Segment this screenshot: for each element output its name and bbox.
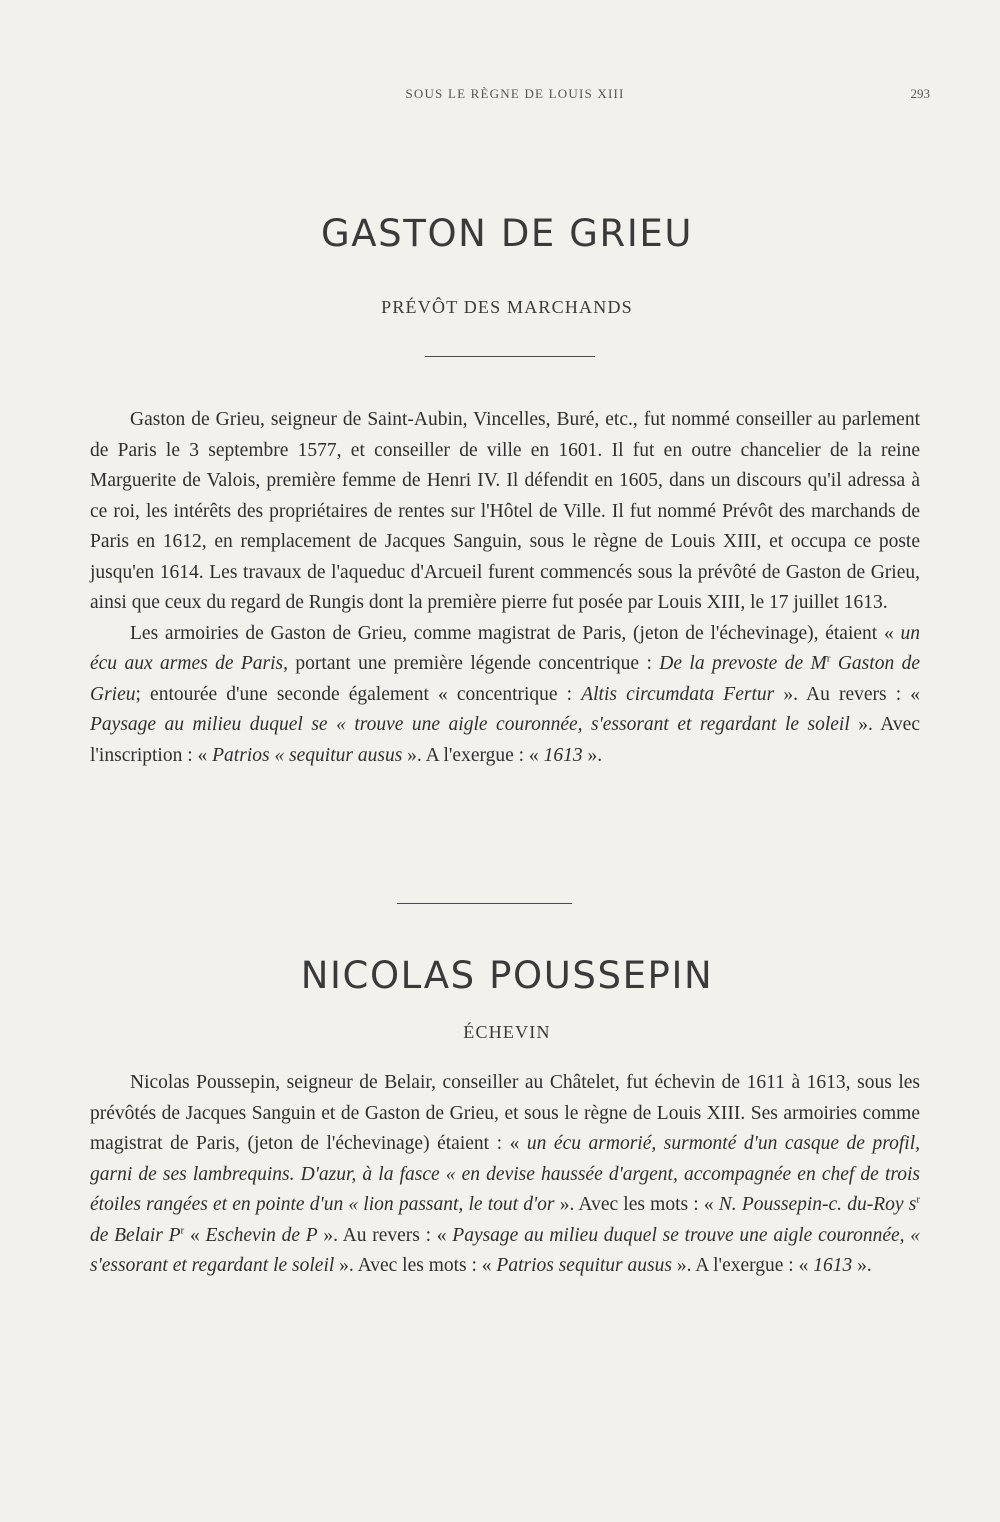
section-body-nicolas-poussepin xyxy=(90,1068,920,1282)
section-subtitle-echevin: ÉCHEVIN xyxy=(463,1022,551,1042)
italic-text: 1613 xyxy=(813,1255,853,1276)
section-separator xyxy=(397,903,572,904)
italic-text: Patrios « sequitur ausus xyxy=(212,744,403,766)
text-run: ». xyxy=(582,744,603,766)
text-run: Nicolas Poussepin, seigneur de Belair, conseiller au Châtelet, fut échevin de 1611 à 1613, sous les prévôtés de Jacques Sanguin et de Gaston de Grieu, et sous le règne de Louis XIII. Ses armoiries comme magistrat de Paris, (jeton de l'échevinage) étaient : « xyxy=(90,1072,920,1154)
text-run: Les armoiries de Gaston de Grieu, comme magistrat de Paris, (jeton de l'échevinage), étaient « xyxy=(130,622,901,644)
text-run: « xyxy=(184,1224,206,1246)
section-title-nicolas-poussepin: NICOLAS POUSSEPIN xyxy=(300,954,714,997)
text-run: ». Avec les mots : « xyxy=(334,1255,497,1276)
text-run: ». Avec les mots : « xyxy=(554,1194,719,1215)
text-run: ». A l'exergue : « xyxy=(671,1255,814,1276)
superscript: r xyxy=(916,1193,920,1206)
superscript: r xyxy=(826,652,831,665)
text-run: ». Au revers : « xyxy=(774,683,920,705)
text-run: , portant une première légende concentrique : xyxy=(283,653,660,674)
text-run: Gaston de Grieu, seigneur de Saint-Aubin, Vincelles, Buré, etc., fut nommé conseiller au parlement de Paris le 3 septembre 1577, et conseiller de ville en 1601. Il fut en outre chancelier de la reine Marguerite de Valois, première femme de Henri IV. Il défendit en 1605, dans un discours qu'il adressa à ce roi, les intérêts des propriétaires de rentes sur l'Hôtel de Ville. Il fut nommé Prévôt des marchands de Paris en 1612, en remplacement de Jacques Sanguin, sous le règne de Louis XIII, et occupa ce poste jusqu'en 1614. Les travaux de l'aqueduc d'Arcueil furent commencés sous la prévôté de Gaston de Grieu, ainsi que ceux du regard de Rungis dont la première pierre fut posée par Louis XIII, le 17 juillet 1613. xyxy=(90,409,920,613)
italic-text: Patrios sequitur ausus xyxy=(496,1255,672,1276)
italic-text: un écu armorié, surmonté d'un casque de profil, garni de ses lambrequins. D'azur, à la fasce « en devise haussée d'argent, accompagnée en chef de trois étoiles rangées et en pointe d'un « lion passant, le tout d'or xyxy=(90,1133,920,1215)
section-divider xyxy=(425,356,595,357)
italic-text: De la prevoste de M xyxy=(659,653,827,674)
paragraph xyxy=(90,619,920,772)
italic-text: Paysage au milieu duquel se « trouve une aigle couronnée, s'essorant et regardant le soleil xyxy=(90,714,850,735)
running-title: SOUS LE RÈGNE DE LOUIS XIII xyxy=(405,86,625,101)
section-body-gaston-de-grieu xyxy=(90,405,920,771)
italic-text: Gaston de Grieu xyxy=(90,653,921,705)
italic-text: de Belair P xyxy=(90,1224,181,1246)
paragraph xyxy=(90,1068,920,1282)
text-run: ». Au revers : « xyxy=(317,1224,453,1246)
italic-text: 1613 xyxy=(543,744,583,766)
italic-text: Eschevin de P xyxy=(205,1224,318,1246)
running-head xyxy=(0,86,1000,108)
superscript: r xyxy=(180,1224,185,1236)
text-run: ». A l'exergue : « xyxy=(402,744,544,766)
section-subtitle-prevot: PRÉVÔT DES MARCHANDS xyxy=(381,297,633,317)
text-run: ; entourée d'une seconde également « concentrique : xyxy=(135,683,582,705)
text-run: ». Avec l'inscription : « xyxy=(90,714,920,766)
text-run: ». xyxy=(852,1255,872,1276)
paragraph xyxy=(90,405,920,619)
page-number: 293 xyxy=(910,86,930,101)
italic-text: Altis circumdata Fertur xyxy=(581,683,775,705)
italic-text: Paysage au milieu duquel se trouve une aigle couronnée, « s'essorant et regardant le soleil xyxy=(90,1224,921,1276)
italic-text: N. Poussepin-c. du-Roy s xyxy=(718,1194,917,1215)
section-title-gaston-de-grieu: GASTON DE GRIEU xyxy=(320,212,693,255)
italic-text: un écu aux armes de Paris xyxy=(90,622,920,674)
